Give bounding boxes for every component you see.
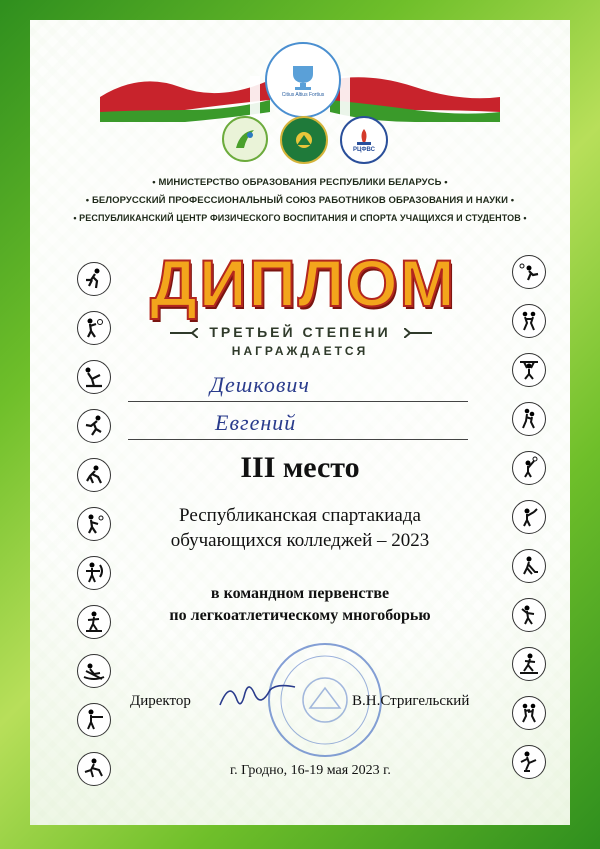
rower-icon: [77, 654, 111, 688]
name-underline: [128, 439, 468, 440]
skating-icon: [512, 745, 546, 779]
volleyball-icon: [77, 311, 111, 345]
left-flag-ribbon: [100, 52, 270, 122]
right-flag-ribbon: [330, 52, 500, 122]
trade-union-logo: [280, 116, 328, 164]
director-label: Директор: [130, 693, 191, 709]
degree-text: ТРЕТЬЕЙ СТЕПЕНИ: [209, 324, 391, 340]
diploma-title: ДИПЛОМ: [150, 246, 457, 320]
wrestling-icon: [512, 304, 546, 338]
olympic-logo: [265, 42, 341, 118]
rcfvs-logo: [340, 116, 388, 164]
top-logo-text: Citius Altius Fortius: [281, 92, 325, 98]
awarded-text: НАГРАЖДАЕТСЯ: [231, 344, 369, 358]
recipient-name: Евгений: [215, 410, 297, 435]
footer-place-date: г. Гродно, 16-19 мая 2023 г.: [230, 763, 391, 778]
tennis-player-icon: [512, 598, 546, 632]
boxing-icon: [512, 696, 546, 730]
recipient-surname: Дешкович: [210, 372, 310, 397]
tennis-icon: [77, 507, 111, 541]
skier-icon: [77, 605, 111, 639]
cup-icon: [284, 62, 322, 92]
archer-icon: [77, 556, 111, 590]
team-line-1: в командном первенстве: [210, 585, 390, 602]
place-text: III место: [240, 451, 360, 484]
ministry-line-3: • РЕСПУБЛИКАНСКИЙ ЦЕНТР ФИЗИЧЕСКОГО ВОСПИТАНИЯ И СПОРТА УЧАЩИХСЯ И СТУДЕНТОВ •: [73, 213, 527, 223]
biathlon-icon: [512, 647, 546, 681]
ministry-line-2: • БЕЛОРУССКИЙ ПРОФЕССИОНАЛЬНЫЙ СОЮЗ РАБОТНИКОВ ОБРАЗОВАНИЯ И НАУКИ •: [85, 195, 515, 206]
director-name: В.Н.Стригельский: [352, 693, 470, 709]
runner-icon: [77, 262, 111, 296]
volleyball-dive-icon: [512, 255, 546, 289]
badminton-icon: [512, 500, 546, 534]
ministry-education-logo: [222, 116, 268, 162]
basketball-icon: [512, 451, 546, 485]
event-line-2: обучающихся колледжей – 2023: [170, 530, 430, 551]
shooter-icon: [77, 703, 111, 737]
judo-icon: [512, 402, 546, 436]
weightlifter-icon: [512, 353, 546, 387]
surname-underline: [128, 401, 468, 402]
wrestler-icon: [77, 458, 111, 492]
ministry-line-1: • МИНИСТЕРСТВО ОБРАЗОВАНИЯ РЕСПУБЛИКИ БЕЛАРУСЬ •: [152, 177, 448, 188]
event-line-1: Республиканская спартакиада: [179, 505, 421, 526]
hockey-icon: [512, 549, 546, 583]
sprinter-icon: [77, 409, 111, 443]
gymnast-icon: [77, 360, 111, 394]
rcfvs-text: РЦФВС: [353, 147, 375, 153]
skater-icon: [77, 752, 111, 786]
director-signature: [215, 675, 300, 715]
team-line-2: по легкоатлетическому многоборью: [169, 607, 431, 624]
